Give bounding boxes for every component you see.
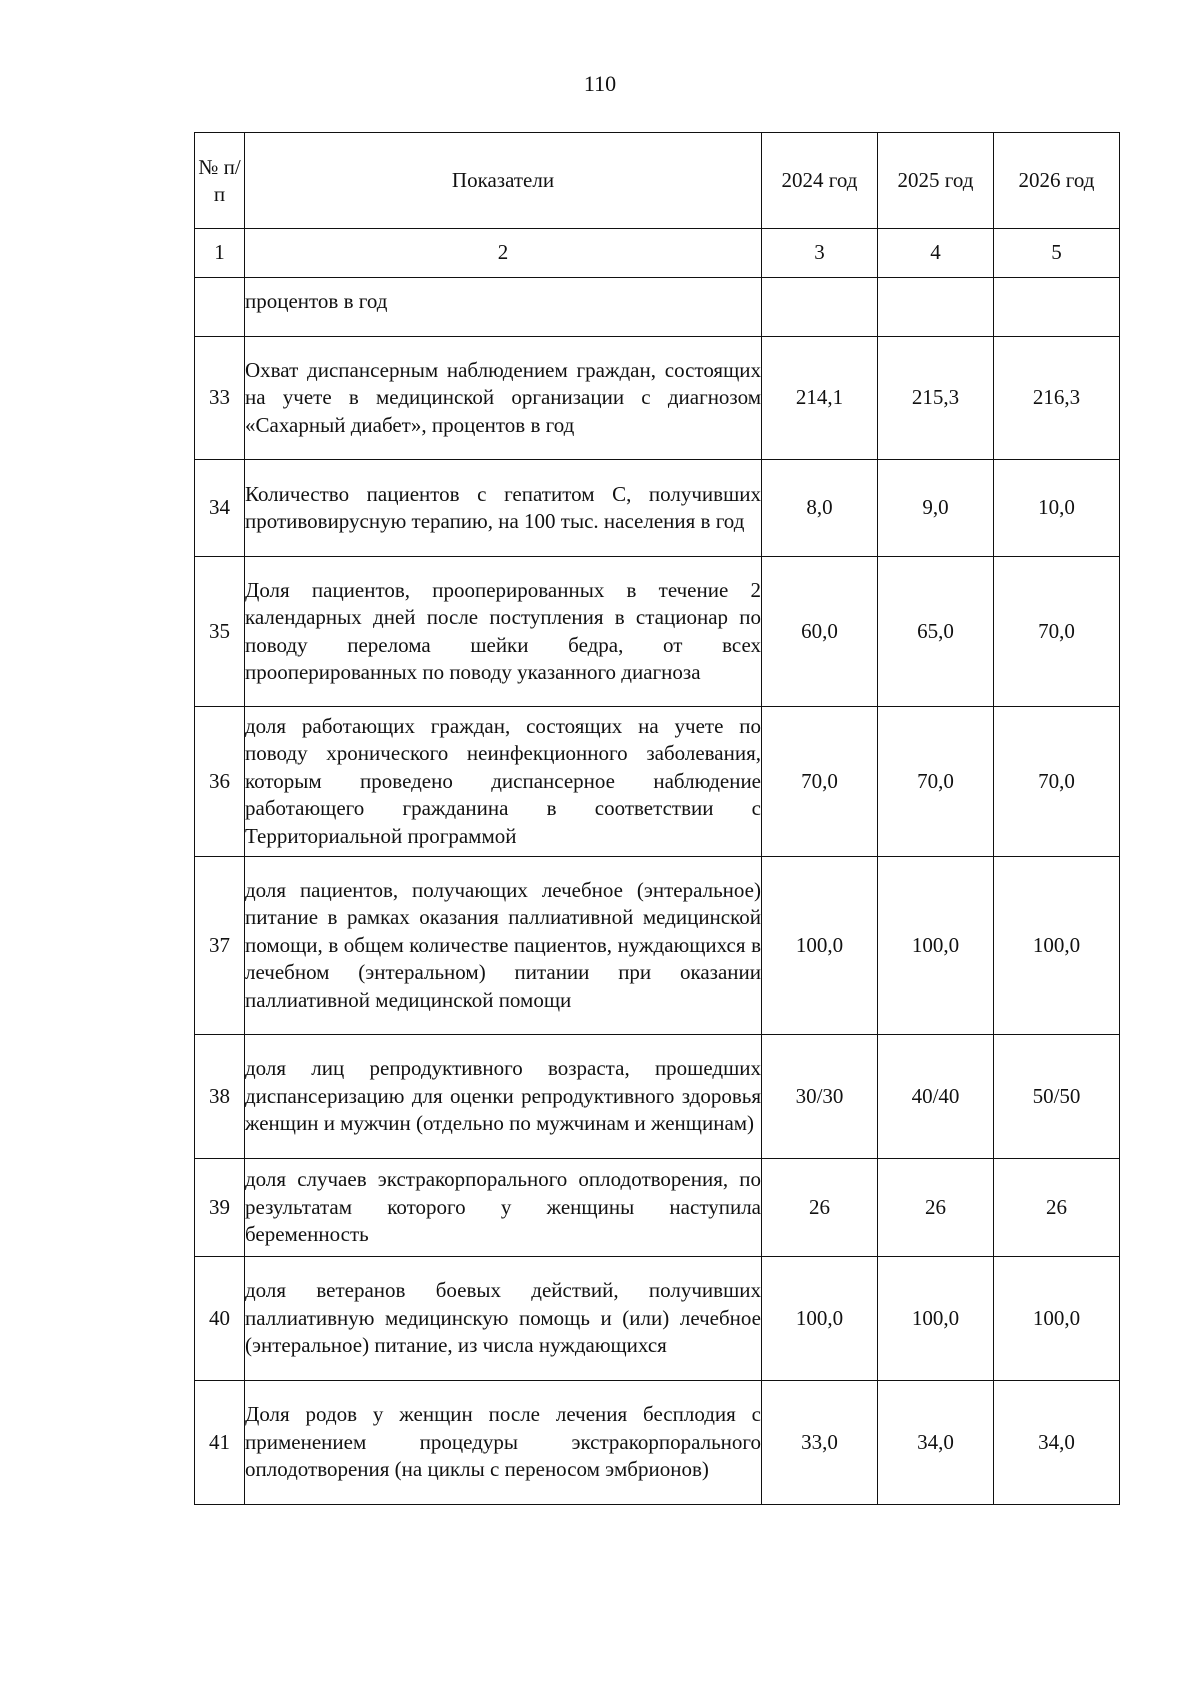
header-row (195, 133, 1120, 229)
column-index: 3 (762, 229, 878, 278)
value-2026: 34,0 (994, 1381, 1120, 1505)
column-index: 5 (994, 229, 1120, 278)
value-2025: 100,0 (878, 857, 994, 1035)
value-2026: 216,3 (994, 337, 1120, 460)
table-row (195, 857, 1120, 1035)
header-year-2025: 2025 год (878, 133, 994, 229)
header-year-2026: 2026 год (994, 133, 1120, 229)
indicator-name: Охват диспансерным наблюдением граждан, состоящих на учете в медицинской организации с диагнозом «Сахарный диабет», процентов в год (245, 337, 762, 460)
column-index-row (195, 229, 1120, 278)
indicator-name: доля ветеранов боевых действий, получивших паллиативную медицинскую помощь и (или) лечебное (энтеральное) питание, из числа нуждающихся (245, 1257, 762, 1381)
page-number: 110 (583, 71, 617, 96)
continuation-num (195, 278, 245, 337)
table-row (195, 557, 1120, 707)
row-number: 41 (195, 1381, 245, 1505)
value-2024: 214,1 (762, 337, 878, 460)
table-row (195, 337, 1120, 460)
value-2024: 33,0 (762, 1381, 878, 1505)
indicator-name: Количество пациентов с гепатитом С, получивших противовирусную терапию, на 100 тыс. населения в год (245, 460, 762, 557)
value-2025: 215,3 (878, 337, 994, 460)
value-2025: 40/40 (878, 1035, 994, 1159)
row-number: 38 (195, 1035, 245, 1159)
value-2024: 70,0 (762, 707, 878, 857)
value-2024: 100,0 (762, 1257, 878, 1381)
row-number: 33 (195, 337, 245, 460)
value-2026: 26 (994, 1159, 1120, 1257)
value-2025: 26 (878, 1159, 994, 1257)
value-2025: 34,0 (878, 1381, 994, 1505)
continuation-empty (762, 278, 878, 337)
value-2026: 100,0 (994, 857, 1120, 1035)
value-2026: 50/50 (994, 1035, 1120, 1159)
table-row (195, 1257, 1120, 1381)
value-2024: 30/30 (762, 1035, 878, 1159)
table-row (195, 707, 1120, 857)
indicator-name: доля лиц репродуктивного возраста, прошедших диспансеризацию для оценки репродуктивного здоровья женщин и мужчин (отдельно по мужчинам и женщинам) (245, 1035, 762, 1159)
indicator-name: Доля пациентов, прооперированных в течение 2 календарных дней после поступления в стационар по поводу перелома шейки бедра, от всех прооперированных по поводу указанного диагноза (245, 557, 762, 707)
column-index: 1 (195, 229, 245, 278)
value-2025: 9,0 (878, 460, 994, 557)
column-index: 4 (878, 229, 994, 278)
value-2026: 70,0 (994, 557, 1120, 707)
row-number: 35 (195, 557, 245, 707)
value-2025: 100,0 (878, 1257, 994, 1381)
header-name: Показатели (245, 133, 762, 229)
row-number: 36 (195, 707, 245, 857)
value-2025: 65,0 (878, 557, 994, 707)
table-row (195, 460, 1120, 557)
indicator-name: доля пациентов, получающих лечебное (энтеральное) питание в рамках оказания паллиативной медицинской помощи, в общем количестве пациентов, нуждающихся в лечебном (энтеральном) питании при оказании паллиативной медицинской помощи (245, 857, 762, 1035)
indicator-name: доля работающих граждан, состоящих на учете по поводу хронического неинфекционного заболевания, которым проведено диспансерное наблюдение работающего гражданина в соответствии с Территориальной программой (245, 707, 762, 857)
continuation-text: процентов в год (245, 278, 762, 337)
value-2026: 100,0 (994, 1257, 1120, 1381)
header-year-2024: 2024 год (762, 133, 878, 229)
value-2024: 100,0 (762, 857, 878, 1035)
value-2026: 70,0 (994, 707, 1120, 857)
table-row (195, 1381, 1120, 1505)
row-number: 34 (195, 460, 245, 557)
indicators-table (194, 132, 1120, 1505)
indicator-name: Доля родов у женщин после лечения бесплодия с применением процедуры экстракорпорального оплодотворения (на циклы с переносом эмбрионов) (245, 1381, 762, 1505)
value-2025: 70,0 (878, 707, 994, 857)
value-2026: 10,0 (994, 460, 1120, 557)
row-number: 40 (195, 1257, 245, 1381)
indicator-name: доля случаев экстракорпорального оплодотворения, по результатам которого у женщины наступила беременность (245, 1159, 762, 1257)
value-2024: 60,0 (762, 557, 878, 707)
value-2024: 26 (762, 1159, 878, 1257)
table-row (195, 1035, 1120, 1159)
continuation-empty (994, 278, 1120, 337)
column-index: 2 (245, 229, 762, 278)
header-num: № п/п (195, 133, 245, 229)
row-number: 37 (195, 857, 245, 1035)
continuation-empty (878, 278, 994, 337)
value-2024: 8,0 (762, 460, 878, 557)
continuation-row (195, 278, 1120, 337)
row-number: 39 (195, 1159, 245, 1257)
table-row (195, 1159, 1120, 1257)
